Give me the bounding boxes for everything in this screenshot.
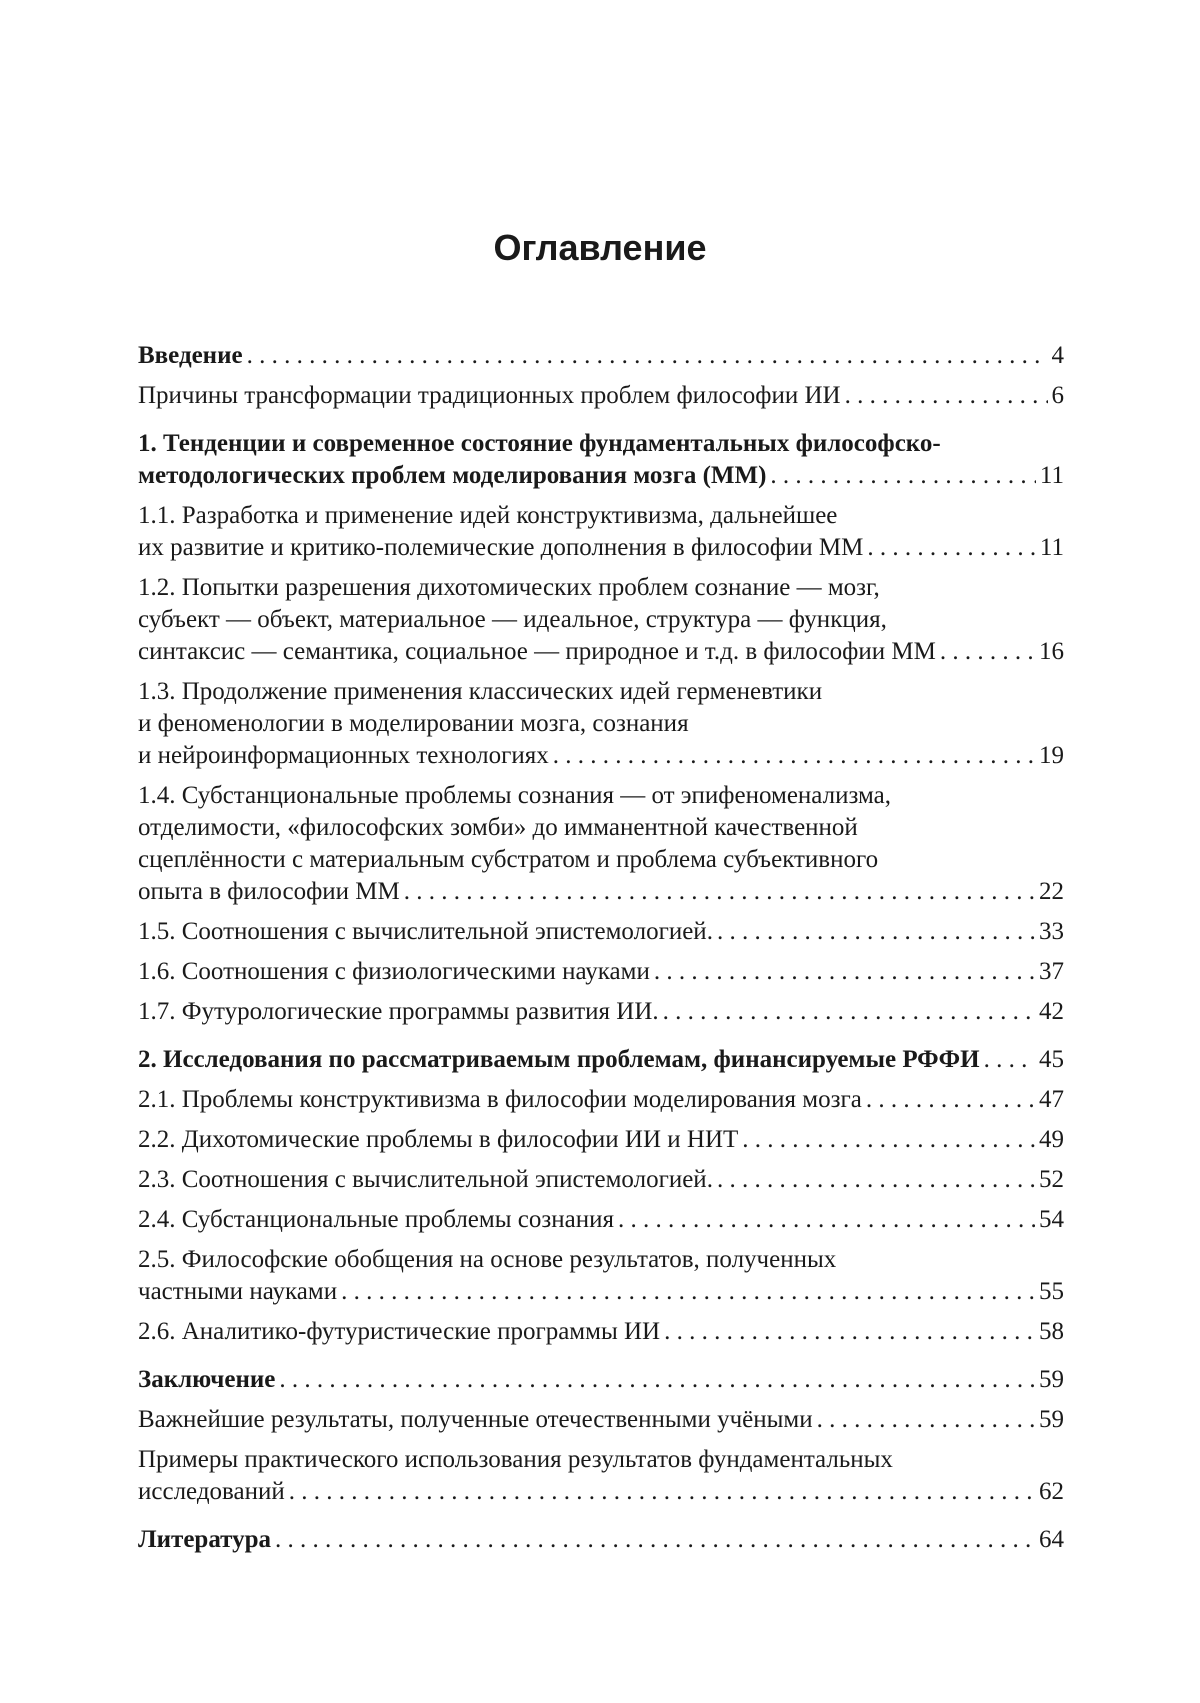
toc-entry-line: Введение [138,342,243,369]
dot-leader [845,380,1048,412]
toc-entry [138,1204,1064,1236]
toc-entry [138,996,1064,1028]
dot-leader [341,1276,1035,1308]
toc-entry-last-line [138,1316,1064,1348]
toc-entry-line: 1.5. Соотношения с вычислительной эпистемологией. [138,918,713,945]
toc-page-number: 42 [1039,998,1064,1025]
toc-entry-last-line [138,1084,1064,1116]
toc-entry-line: 1.1. Разработка и применение идей конструктивизма, дальнейшее [138,502,838,529]
toc-entry-last-line [138,740,1064,772]
toc-entry-line: Литература [138,1526,272,1553]
toc-entry-last-line [138,532,1064,564]
toc-page-number: 54 [1039,1206,1064,1233]
toc-entry-line: методологических проблем моделирования мозга (ММ) [138,462,767,489]
toc-entry-last-line [138,1164,1064,1196]
dot-leader [817,1404,1035,1436]
toc-entry [138,956,1064,988]
toc-entry-last-line [138,1476,1064,1508]
toc-entry-last-line [138,876,1064,908]
table-of-contents [138,340,1064,1564]
toc-page-number: 55 [1039,1278,1064,1305]
toc-entry [138,428,1064,492]
toc-page-number: 64 [1039,1526,1064,1553]
toc-entry [138,780,1064,908]
toc-entry [138,1244,1064,1308]
toc-entry-line: частными науками [138,1278,338,1305]
dot-leader [742,1124,1035,1156]
toc-entry-line: и нейроинформационных технологиях [138,742,549,769]
toc-entry [138,380,1064,412]
toc-page-number: 59 [1039,1366,1064,1393]
toc-entry-line: 2.6. Аналитико-футуристические программы ИИ [138,1318,661,1345]
toc-page-number: 33 [1039,918,1064,945]
toc-entry-line: сцеплённости с материальным субстратом и проблема субъективного [138,846,879,873]
toc-entry [138,1524,1064,1556]
toc-entry-line: отделимости, «философских зомби» до имманентной качественной [138,814,858,841]
dot-leader [717,1164,1035,1196]
dot-leader [654,956,1035,988]
toc-entry-line: 2.2. Дихотомические проблемы в философии ИИ и НИТ [138,1126,739,1153]
toc-entry-last-line [138,1044,1064,1076]
toc-entry [138,1404,1064,1436]
toc-entry-line: Примеры практического использования результатов фундаментальных [138,1446,893,1473]
toc-entry [138,572,1064,668]
toc-page-number: 45 [1039,1046,1064,1073]
toc-entry-line: субъект — объект, материальное — идеальное, структура — функция, [138,606,887,633]
toc-entry-line: 2.3. Соотношения с вычислительной эпистемологией. [138,1166,713,1193]
toc-entry [138,340,1064,372]
toc-entry-last-line [138,956,1064,988]
toc-page-number: 59 [1039,1406,1064,1433]
toc-entry-line: 1.4. Субстанциональные проблемы сознания — от эпифеноменализма, [138,782,891,809]
dot-leader [663,996,1035,1028]
toc-page-number: 37 [1039,958,1064,985]
toc-page-number: 11 [1039,462,1064,489]
dot-leader [940,636,1035,668]
toc-page-number: 22 [1039,878,1064,905]
toc-entry-last-line [138,380,1064,412]
toc-page-number: 58 [1039,1318,1064,1345]
toc-entry-line: Заключение [138,1366,276,1393]
toc-entry-line: их развитие и критико-полемические дополнения в философии ММ [138,534,864,561]
toc-entry [138,1044,1064,1076]
toc-page-number: 47 [1039,1086,1064,1113]
dot-leader [275,1524,1035,1556]
toc-entry [138,1164,1064,1196]
toc-entry-line: и феноменологии в моделировании мозга, сознания [138,710,689,737]
dot-leader [618,1204,1035,1236]
toc-entry-line: 2.1. Проблемы конструктивизма в философии моделирования мозга [138,1086,862,1113]
toc-entry-line: опыта в философии ММ [138,878,400,905]
toc-entry-line: 1.2. Попытки разрешения дихотомических проблем сознание — мозг, [138,574,880,601]
toc-entry-line: синтаксис — семантика, социальное — природное и т.д. в философии ММ [138,638,936,665]
toc-entry-last-line [138,1124,1064,1156]
toc-entry [138,1444,1064,1508]
dot-leader [770,460,1036,492]
toc-entry-line: 2.5. Философские обобщения на основе результатов, полученных [138,1246,837,1273]
toc-page-number: 11 [1039,534,1064,561]
dot-leader [664,1316,1035,1348]
toc-entry-line: Важнейшие результаты, полученные отечественными учёными [138,1406,813,1433]
toc-entry-last-line [138,1524,1064,1556]
toc-entry-line: 2.4. Субстанциональные проблемы сознания [138,1206,614,1233]
toc-entry-last-line [138,916,1064,948]
toc-entry-line: 2. Исследования по рассматриваемым проблемам, финансируемые РФФИ [138,1046,980,1073]
page-title: Оглавление [493,227,707,268]
dot-leader [984,1044,1035,1076]
toc-page-number: 19 [1039,742,1064,769]
toc-entry-line: Причины трансформации традиционных проблем философии ИИ [138,382,841,409]
toc-entry-line: исследований [138,1478,285,1505]
toc-entry-line: 1. Тенденции и современное состояние фундаментальных философско- [138,430,941,457]
dot-leader [247,340,1048,372]
toc-entry [138,1316,1064,1348]
toc-entry-last-line [138,1364,1064,1396]
toc-entry-last-line [138,1404,1064,1436]
toc-entry-last-line [138,636,1064,668]
toc-entry [138,500,1064,564]
toc-entry-last-line [138,1204,1064,1236]
toc-entry-last-line [138,460,1064,492]
dot-leader [867,532,1036,564]
toc-page-number: 4 [1051,342,1064,369]
toc-page-number: 16 [1039,638,1064,665]
dot-leader [279,1364,1035,1396]
dot-leader [717,916,1035,948]
toc-entry-line: 1.6. Соотношения с физиологическими науками [138,958,650,985]
toc-entry [138,676,1064,772]
dot-leader [289,1476,1035,1508]
toc-page-number: 62 [1039,1478,1064,1505]
dot-leader [553,740,1035,772]
dot-leader [404,876,1035,908]
toc-entry-last-line [138,996,1064,1028]
toc-page-number: 52 [1039,1166,1064,1193]
toc-entry-line: 1.3. Продолжение применения классических идей герменевтики [138,678,823,705]
toc-page-number: 6 [1051,382,1064,409]
toc-entry [138,1124,1064,1156]
dot-leader [866,1084,1035,1116]
toc-entry [138,916,1064,948]
toc-entry-line: 1.7. Футурологические программы развития ИИ. [138,998,659,1025]
toc-entry-last-line [138,340,1064,372]
toc-entry [138,1364,1064,1396]
toc-entry-last-line [138,1276,1064,1308]
toc-entry [138,1084,1064,1116]
toc-page-number: 49 [1039,1126,1064,1153]
